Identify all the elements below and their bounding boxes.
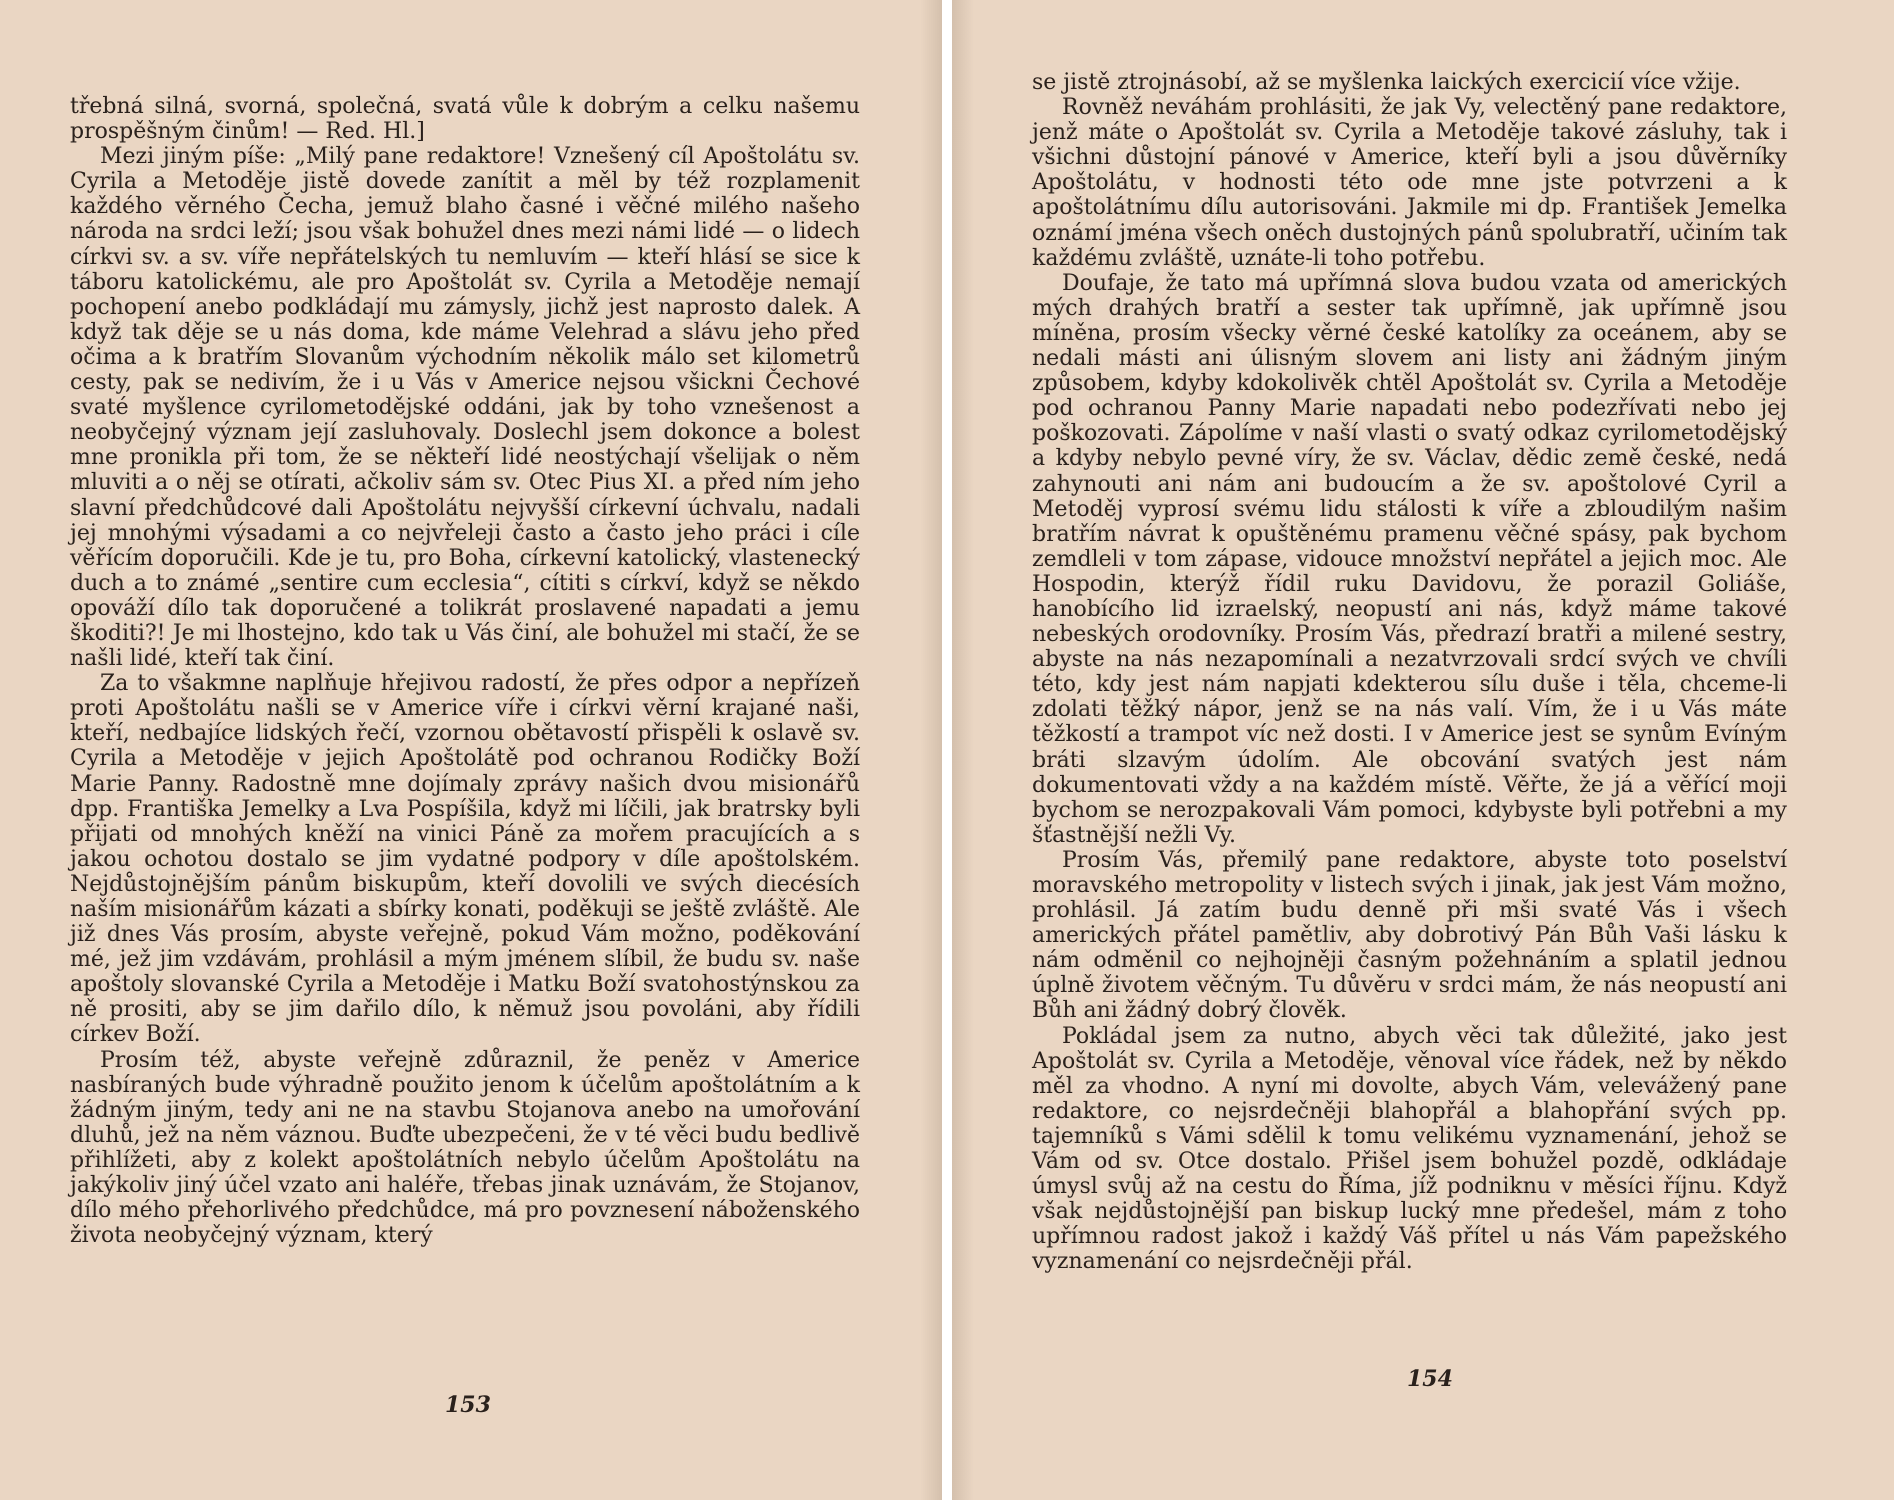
paragraph: Pokládal jsem za nutno, abych věci tak důležité, jako jest Apoštolát sv. Cyrila a Metoděje, věnoval více řádek, než by někdo měl za vhodno. A nyní mi dovolte, abych Vám, velevážený pane redaktore, co nejsrdečněji blahopřál a blahopřání svých pp. tajemníků s Vámi sdělil k tomu velikému vyznamenání, jehož se Vám od sv. Otce dostalo. Přišel jsem bohužel pozdě, odkládaje úmysl svůj až na cestu do Říma, jíž podniknu v měsíci říjnu. Když však nejdůstojnější pan biskup lucký mne předešel, mám z toho upřímnou radost jakož i každý Váš přítel u nás Vám papežského vyznamenání co nejsrdečněji přál. (1032, 1023, 1787, 1275)
paragraph: třebná silná, svorná, společná, svatá vůle k dobrým a celku našemu prospěšným činům! — Red. Hl.] (70, 94, 860, 145)
paragraph: Mezi jiným píše: „Milý pane redaktore! Vznešený cíl Apoštolátu sv. Cyrila a Metoděje jistě dovede zanítit a měl by též rozplamenit každého věrného Čecha, jemuž blaho časné i věčné milého našeho národa na srdci leží; jsou však bohužel dnes mezi námi lidé — o lidech církvi sv. a sv. víře nepřátelských tu nemluvím — kteří hlásí se sice k táboru katolickému, ale pro Apoštolát sv. Cyrila a Metoděje nemají pochopení anebo podkládají mu zámysly, jichž jest naprosto dalek. A když tak děje se u nás doma, kde máme Velehrad a slávu jeho před očima a k bratřím Slovanům východním několik málo set kilometrů cesty, pak se nedivím, že i u Vás v Americe nejsou všickni Čechové svaté myšlence cyrilometodějské oddáni, jak by toho vznešenost a neobyčejný význam její zasluhovaly. Doslechl jsem dokonce a bolest mne pronikla při tom, že se někteří lidé neostýchají všelijak o něm mluviti a o něj se otírati, ačkoliv sám sv. Otec Pius XI. a před ním jeho slavní předchůdcové dali Apoštolátu nejvyšší církevní úchvalu, nadali jej mnohými výsadami a co nejvřeleji často a často jeho práci i cíle věřícím doporučili. Kde je tu, pro Boha, církevní katolický, vlastenecký duch a to známé „sentire cum ecclesia“, cítiti s církví, když se někdo opováží dílo tak doporučené a tolikrát proslavené napadati a jemu škoditi?! Je mi lhostejno, kdo tak u Vás činí, ale bohužel mi stačí, že se našli lidé, kteří tak činí. (70, 144, 860, 672)
page-number: 154 (1407, 1366, 1453, 1392)
right-page (952, 0, 1894, 1500)
spine-shadow (920, 0, 942, 1500)
paragraph: Za to všakmne naplňuje hřejivou radostí, že přes odpor a nepřízeň proti Apoštolátu našli se v Americe víře i církvi věrní krajané naši, kteří, nedbajíce lidských řečí, vzornou obětavostí přispěli k oslavě sv. Cyrila a Metoděje v jejich Apoštolátě pod ochranou Rodičky Boží Marie Panny. Radostně mne dojímaly zprávy našich dvou misionářů dpp. Františka Jemelky a Lva Pospíšila, když mi líčili, jak bratrsky byli přijati od mnohých kněží na vinici Páně za mořem pracujících a s jakou ochotou dostalo se jim vydatné podpory v díle apoštolském. Nejdůstojnějším pánům biskupům, kteří dovolili ve svých diecésích naším misionářům kázati a sbírky konati, poděkuji se ještě zvláště. Ale již dnes Vás prosím, abyste veřejně, pokud Vám možno, poděkování mé, jež jim vzdávám, prohlásil a mým jménem slíbil, že budu sv. naše apoštoly slovanské Cyrila a Metoděje i Matku Boží svatohostýnskou za ně prositi, aby se jim dařilo dílo, k němuž jsou povoláni, aby řídili církev Boží. (70, 671, 860, 1048)
paragraph: se jistě ztrojnásobí, až se myšlenka laických exercicií více vžije. (1032, 70, 1741, 95)
paragraph: Rovněž neváhám prohlásiti, že jak Vy, velectěný pane redaktore, jenž máte o Apoštolát sv. Cyrila a Metoděje takové zásluhy, tak i všichni důstojní pánové v Americe, kteří byli a jsou důvěrníky Apoštolátu, v hodnosti této ode mne jste potvrzeni a k apoštolátnímu dílu autorisováni. Jakmile mi dp. František Jemelka oznámí jména všech oněch dustojných pánů spolubratří, učiním tak každému zvláště, uznáte-li toho potřebu. (1032, 95, 1787, 271)
paragraph: Doufaje, že tato má upřímná slova budou vzata od amerických mých drahých bratří a sester tak upřímně, jak upřímně jsou míněna, prosím všecky věrné české katolíky za oceánem, aby se nedali másti ani úlisným slovem ani listy ani žádným jiným způsobem, kdyby kdokolivěk chtěl Apoštolát sv. Cyrila a Metoděje pod ochranou Panny Marie napadati nebo podezřívati nebo jej poškozovati. Zápolíme v naší vlasti o svatý odkaz cyrilometodějský a kdyby nebylo pevné víry, že sv. Václav, dědic země české, nedá zahynouti ani nám ani budoucím a že sv. apoštolové Cyril a Metoděj vyprosí svému lidu stálosti k víře a zbloudilým našim bratřím návrat k opuštěnému pramenu věčné spásy, pak bychom zemdleli v tom zápase, vidouce množství nepřátel a jejich moc. Ale Hospodin, kterýž řídil ruku Davidovu, že porazil Goliáše, hanobícího lid izraelský, neopustí ani nás, když máme takové nebeských orodovníky. Prosím Vás, předrazí bratři a milené sestry, abyste na nás nezapomínali a nezatvrzovali srdcí svých ve chvíli této, kdy jest nám napjati kdekterou sílu duše i těla, chceme-li zdolati těžký nápor, jenž se na nás valí. Vím, že i u Vás máte těžkostí a trampot víc než dosti. I v Americe jest se synům Evíným bráti slzavým údolím. Ale obcování svatých jest nám dokumentovati vždy a na každém místě. Věřte, že já a věřící moji bychom se nerozpakovali Vám pomoci, kdybyste byli potřebni a my šťastnější nežli Vy. (1032, 270, 1787, 848)
left-page-text (70, 94, 860, 1248)
left-page (0, 0, 942, 1500)
right-page-text (1032, 70, 1787, 1275)
paragraph: Prosím Vás, přemilý pane redaktore, abyste toto poselství moravského metropolity v listech svých i jinak, jak jest Vám možno, prohlásil. Já zatím budu denně při mši svaté Vás i všech amerických přátel pamětliv, aby dobrotivý Pán Bůh Vaši lásku k nám odměnil co nejhojněji časným požehnáním a splatil jednou úplně životem věčným. Tu důvěru v srdci mám, že nás neopustí ani Bůh ani žádný dobrý člověk. (1032, 847, 1787, 1024)
paragraph: Prosím též, abyste veřejně zdůraznil, že peněz v Americe nasbíraných bude výhradně použito jenom k účelům apoštolátním a k žádným jiným, tedy ani ne na stavbu Stojanova anebo na umořování dluhů, jež na něm váznou. Buďte ubezpečeni, že v té věci budu bedlivě přihlížeti, aby z kolekt apoštolátních nebylo účelům Apoštolátu na jakýkoliv jiný účel vzato ani haléře, třebas jinak uznávám, že Stojanov, dílo mého přehorlivého předchůdce, má pro povznesení náboženského života neobyčejný význam, který (70, 1047, 860, 1249)
spine-shadow (952, 0, 974, 1500)
page-number: 153 (445, 1392, 491, 1418)
